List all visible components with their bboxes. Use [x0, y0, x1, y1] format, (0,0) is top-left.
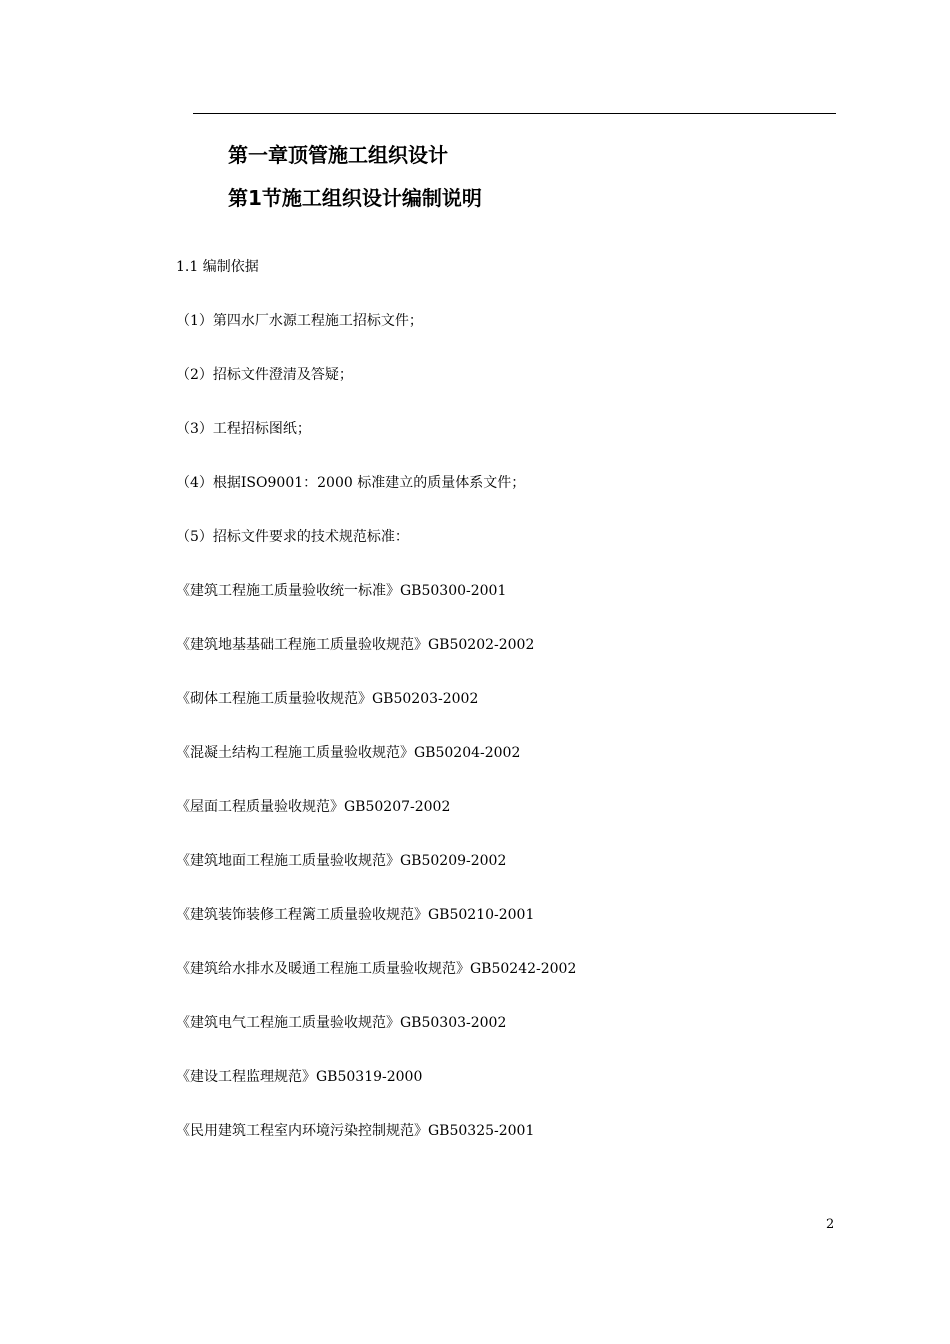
standard-item: 《建筑地基基础工程施工质量验收规范》GB50202-2002 — [176, 637, 535, 653]
basis-item: （5）招标文件要求的技术规范标准： — [176, 529, 409, 545]
chapter-title: 第一章顶管施工组织设计 — [228, 143, 448, 167]
header-rule — [193, 113, 836, 114]
page-number: 2 — [826, 1217, 835, 1232]
standard-item: 《建筑给水排水及暖通工程施工质量验收规范》GB50242-2002 — [176, 961, 577, 977]
standard-item: 《建筑地面工程施工质量验收规范》GB50209-2002 — [176, 853, 507, 869]
standard-item: 《屋面工程质量验收规范》GB50207-2002 — [176, 799, 451, 815]
basis-item: （1）第四水厂水源工程施工招标文件； — [176, 313, 423, 329]
standard-item: 《建筑电气工程施工质量验收规范》GB50303-2002 — [176, 1015, 507, 1031]
standard-item: 《砌体工程施工质量验收规范》GB50203-2002 — [176, 691, 479, 707]
standard-item: 《建筑工程施工质量验收统一标准》GB50300-2001 — [176, 583, 507, 599]
section-title: 第1节施工组织设计编制说明 — [228, 186, 482, 210]
standard-item: 《建筑装饰装修工程篱工质量验收规范》GB50210-2001 — [176, 907, 535, 923]
basis-item: （3）工程招标图纸； — [176, 421, 311, 437]
basis-item: （2）招标文件澄清及答疑； — [176, 367, 353, 383]
standard-item: 《混凝土结构工程施工质量验收规范》GB50204-2002 — [176, 745, 521, 761]
standard-item: 《民用建筑工程室内环境污染控制规范》GB50325-2001 — [176, 1123, 535, 1139]
subsection-heading: 1.1 编制依据 — [176, 259, 259, 275]
standard-item: 《建设工程监理规范》GB50319-2000 — [176, 1069, 423, 1085]
basis-item: （4）根据ISO9001：2000 标准建立的质量体系文件； — [176, 475, 526, 491]
